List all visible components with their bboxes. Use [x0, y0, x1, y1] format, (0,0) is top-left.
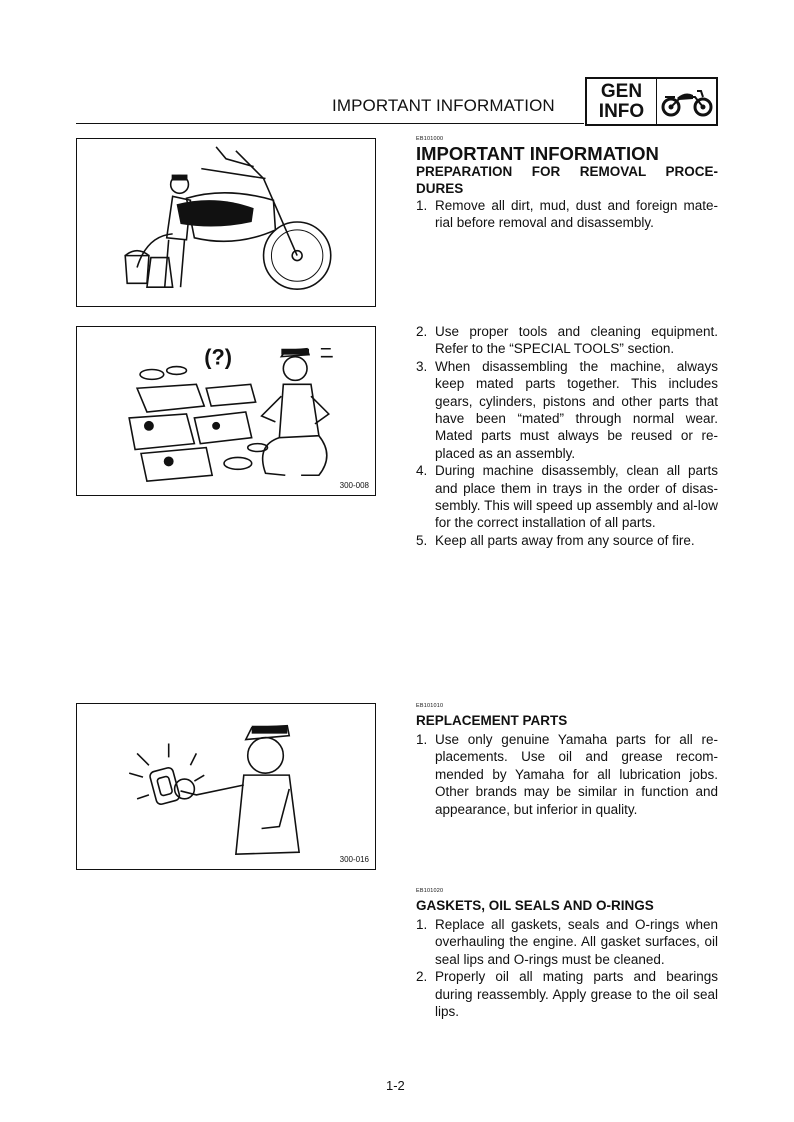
- step-number: 2.: [416, 969, 428, 985]
- section-code: EB101020: [416, 888, 444, 894]
- step-text: When disassembling the machine, always keep mated parts together. This includes gears, cylinders, pistons and other parts that have been “mated” through normal wear. Mated parts must always be reused or re-placed as an assembly.: [435, 358, 718, 461]
- header-rule: [76, 123, 584, 124]
- step-text: During machine disassembly, clean all parts and place them in trays in the order of disas-sembly. This will speed up assembly and al-low for the correct installation of all parts.: [435, 463, 718, 531]
- gen-info-badge: [585, 77, 718, 126]
- step-text: Keep all parts away from any source of fire.: [435, 532, 695, 548]
- list-item: [416, 968, 718, 1020]
- figure-mated-parts: [76, 326, 376, 496]
- badge-line-info: INFO: [598, 101, 645, 122]
- section-code: EB101010: [416, 703, 444, 709]
- list-item: [416, 197, 718, 232]
- list-item: [416, 462, 718, 532]
- step-number: 1.: [416, 732, 428, 747]
- page-header-title: IMPORTANT INFORMATION: [332, 96, 555, 115]
- section-title-replacement-parts: REPLACEMENT PARTS: [416, 713, 568, 728]
- steps-replacement-parts: [416, 731, 718, 818]
- step-number: 5.: [416, 532, 428, 548]
- figure-genuine-parts: [76, 703, 376, 870]
- steps-preparation-2: [416, 323, 718, 549]
- list-item: [416, 532, 718, 549]
- badge-line-gen: GEN: [600, 81, 643, 102]
- list-item: [416, 323, 718, 358]
- step-number: 2.: [416, 324, 428, 339]
- svg-text:(?): (?): [204, 344, 233, 370]
- figure-washing-motorcycle: [76, 138, 376, 307]
- section-title-important-information: IMPORTANT INFORMATION: [416, 143, 659, 164]
- list-item: [416, 731, 718, 818]
- step-number: 4.: [416, 463, 428, 479]
- steps-preparation-1: [416, 197, 718, 232]
- step-text: Properly oil all mating parts and bearings during reassembly. Apply grease to the oil seal lips.: [435, 969, 718, 1020]
- page-number: 1-2: [386, 1078, 405, 1093]
- motorcycle-icon: [659, 83, 715, 121]
- step-number: 1.: [416, 917, 428, 932]
- step-text: Remove all dirt, mud, dust and foreign mate-rial before removal and disassembly.: [435, 198, 718, 231]
- step-text: Replace all gaskets, seals and O-rings when overhauling the engine. All gasket surfaces, oil seal lips and O-rings must be cleaned.: [435, 917, 718, 967]
- step-number: 3.: [416, 358, 428, 374]
- steps-gaskets: [416, 916, 718, 1020]
- list-item: [416, 916, 718, 968]
- step-number: 1.: [416, 198, 428, 213]
- list-item: [416, 358, 718, 462]
- step-text: Use proper tools and cleaning equipment. Refer to the “SPECIAL TOOLS” section.: [435, 324, 718, 357]
- section-title-gaskets: GASKETS, OIL SEALS AND O-RINGS: [416, 898, 654, 913]
- figure-code-300-008: 300-008: [339, 481, 369, 490]
- badge-label: [587, 79, 657, 124]
- section-code: EB101000: [416, 136, 444, 142]
- subtitle-preparation: PREPARATION FOR REMOVAL PROCE-DURES: [416, 164, 718, 196]
- figure-code-300-016: 300-016: [339, 855, 369, 864]
- step-text: Use only genuine Yamaha parts for all re-placements. Use oil and grease recom-mended by Yamaha for all lubrication jobs. Other brands may be similar in function and appearance, but inferior in quality.: [435, 732, 718, 817]
